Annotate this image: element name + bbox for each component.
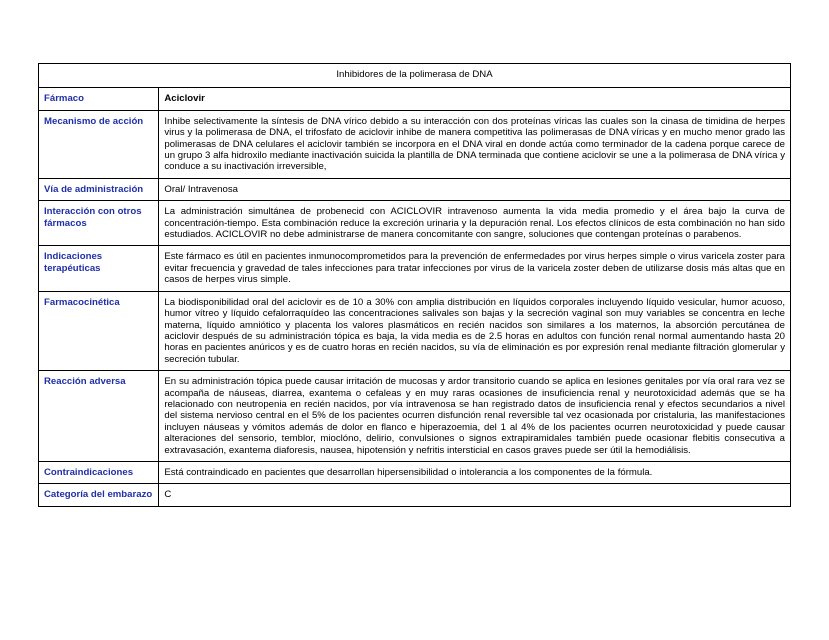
table-row-farmacocinetica [39,291,791,370]
row-label: Farmacocinética [39,291,159,370]
row-value: Aciclovir [159,88,791,110]
row-value: En su administración tópica puede causar irritación de mucosas y ardor transitorio cuando se aplica en lesiones genitales por vía oral rara vez se acompaña de náuseas, diarrea, exantema o cefaleas y en muy raras ocasiones de insuficiencia renal y neurotoxicidad además que se ha relacionado con neutropenia en recién nacidos, por vía intravenosa se han registrado datos de insuficiencia renal y efectos secundarios a nivel del sistema nervioso central en el 5% de los pacientes ocurren disfunción renal reversible tal vez ocasionada por cristaluria, las manifestaciones incluyen náuseas y vómitos además de dolor en flanco e hiperazoemia, del 1 al 4% de los pacientes ocurren neurotoxicidad y puede causar alteraciones del sensorio, temblor, mioclóno, delirio, convulsiones o signos extrapiramidales también puede ocasionar flebitis consecutiva a extravasación, exantema diaforesis, nausea, hipotensión y nefritis intersticial en casos graves puede ser útil la hemodiálisis. [159,371,791,462]
row-label: Reacción adversa [39,371,159,462]
table-title: Inhibidores de la polimerasa de DNA [39,64,791,88]
table-title-row [39,64,791,88]
row-value: La biodisponibilidad oral del aciclovir es de 10 a 30% con amplia distribución en líquidos corporales incluyendo líquido vesicular, humor acuoso, humor vítreo y líquido cefalorraquídeo las concentraciones salivales son bajas y la secreción vaginal son muy variables se concentra en leche materna, líquido amniótico y placenta los valores plasmáticos en recién nacidos son similares a los maternos, la absorción percutánea de aciclovir después de su administración tópica es baja, la vida media es de 2.5 horas en adultos con función renal normal aumentando hasta 20 horas en pacientes anúricos y es de cuatro horas en recién nacidos, su vía de eliminación es por expresión renal mediante filtración glomerular y secreción tubular. [159,291,791,370]
row-value: Este fármaco es útil en pacientes inmunocomprometidos para la prevención de enfermedades por virus herpes simple o virus varicela zoster para evitar frecuencia y gravedad de tales infecciones para tratar infecciones por virus de la varicela zoster deben de utilizarse dosis más altas que en casos de herpes virus simple. [159,246,791,291]
table-row-indicaciones [39,246,791,291]
row-label: Mecanismo de acción [39,110,159,178]
table-row-contraindicaciones [39,461,791,483]
row-label: Indicaciones terapéuticas [39,246,159,291]
table-row-via [39,178,791,200]
table-row-farmaco [39,88,791,110]
row-value: La administración simultánea de probenecid con ACICLOVIR intravenoso aumenta la vida media promedio y el área bajo la curva de concentración-tiempo. Esta combinación reduce la excreción urinaria y la depuración renal. Los efectos clínicos de esta combinación no han sido estudiados. ACICLOVIR no debe administrarse de manera concomitante con sangre, soluciones que contengan proteínas o parabenos. [159,201,791,246]
row-label: Vía de administración [39,178,159,200]
row-value: Oral/ Intravenosa [159,178,791,200]
row-label: Contraindicaciones [39,461,159,483]
table-row-mecanismo [39,110,791,178]
row-value: C [159,484,791,506]
drug-info-table [38,63,791,507]
table-row-interaccion [39,201,791,246]
row-label: Categoría del embarazo [39,484,159,506]
row-label: Fármaco [39,88,159,110]
row-value: Está contraindicado en pacientes que desarrollan hipersensibilidad o intolerancia a los componentes de la fórmula. [159,461,791,483]
row-label: Interacción con otros fármacos [39,201,159,246]
table-row-reaccion [39,371,791,462]
table-row-categoria [39,484,791,506]
row-value: Inhibe selectivamente la síntesis de DNA vírico debido a su interacción con dos proteínas víricas las cuales son la cinasa de timidina de herpes virus y la polimerasa de DNA, el trifosfato de aciclovir inhibe de manera competitiva las polimerasas de DNA víricas y en mucho menor grado las polimerasas de DNA celulares el aciclovir también se incorpora en el DNA viral en donde actúa como terminador de la cadena porque carece de un grupo 3 alfa hidroxilo mediante inactivación suicida la plantilla de DNA terminada que contiene aciclovir se une a la polimerasa de DNA vírica y conduce a su inactivación irreversible, [159,110,791,178]
